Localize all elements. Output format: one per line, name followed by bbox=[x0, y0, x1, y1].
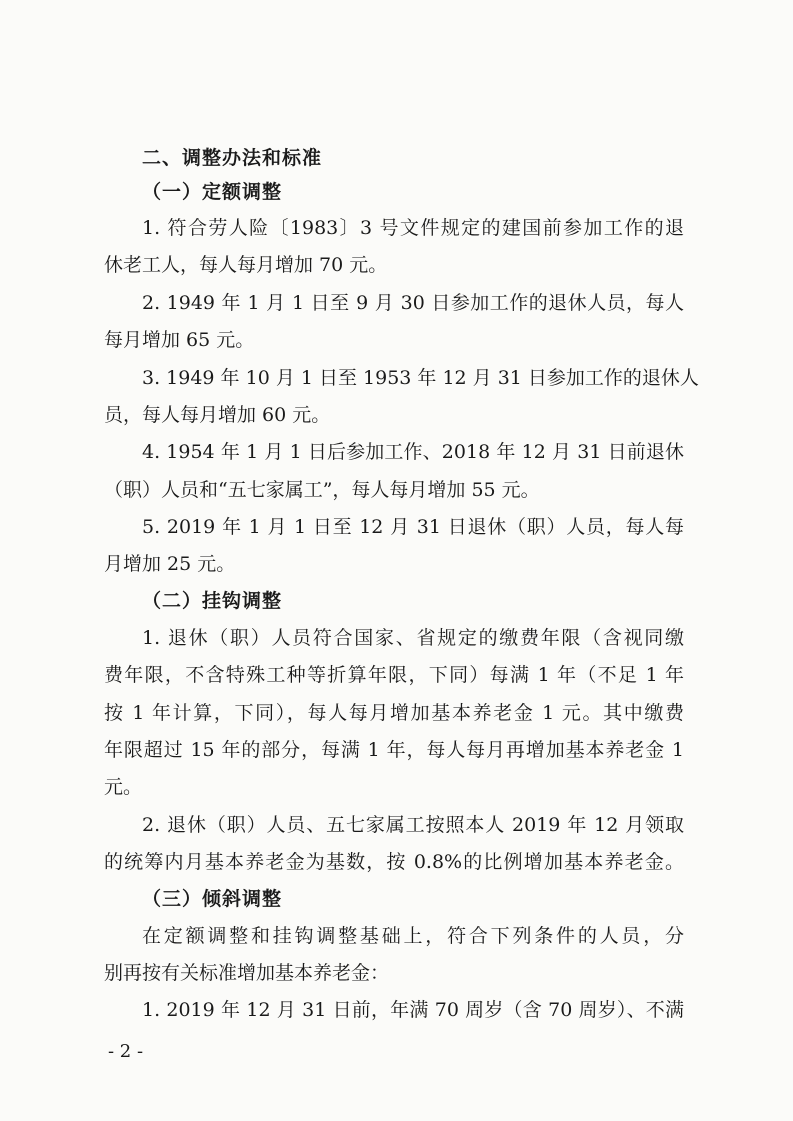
paragraph-line: 员，每人每月增加 60 元。 bbox=[104, 404, 331, 426]
paragraph-line: 2. 1949 年 1 月 1 日至 9 月 30 日参加工作的退休人员，每人 bbox=[142, 292, 684, 314]
paragraph-line: 的统筹内月基本养老金为基数，按 0.8%的比例增加基本养老金。 bbox=[104, 851, 684, 873]
subsection-heading-tilted: （三）倾斜调整 bbox=[142, 888, 283, 910]
paragraph-line: （职）人员和“五七家属工”，每人每月增加 55 元。 bbox=[104, 479, 540, 501]
page-number: - 2 - bbox=[108, 1041, 144, 1062]
paragraph-line: 费年限，不含特殊工种等折算年限，下同）每满 1 年（不足 1 年 bbox=[104, 664, 684, 686]
paragraph-line: 4. 1954 年 1 月 1 日后参加工作、2018 年 12 月 31 日前退休 bbox=[142, 441, 684, 463]
paragraph-line: 每月增加 65 元。 bbox=[104, 329, 255, 351]
subsection-heading-fixed: （一）定额调整 bbox=[142, 181, 283, 203]
paragraph-line: 在定额调整和挂钩调整基础上，符合下列条件的人员，分 bbox=[142, 925, 684, 947]
paragraph-line: 月增加 25 元。 bbox=[104, 553, 236, 575]
subsection-heading-linked: （二）挂钩调整 bbox=[142, 590, 283, 612]
paragraph-line: 年限超过 15 年的部分，每满 1 年，每人每月再增加基本养老金 1 bbox=[104, 739, 684, 761]
paragraph-line: 1. 退休（职）人员符合国家、省规定的缴费年限（含视同缴 bbox=[142, 627, 684, 649]
paragraph-line: 元。 bbox=[104, 776, 143, 798]
paragraph-line: 休老工人，每人每月增加 70 元。 bbox=[104, 254, 388, 276]
paragraph-line: 1. 2019 年 12 月 31 日前，年满 70 周岁（含 70 周岁）、不满 bbox=[142, 999, 684, 1021]
paragraph-line: 2. 退休（职）人员、五七家属工按照本人 2019 年 12 月领取 bbox=[142, 814, 684, 836]
paragraph-line: 3. 1949 年 10 月 1 日至 1953 年 12 月 31 日参加工作的退休人 bbox=[142, 367, 699, 389]
paragraph-line: 1. 符合劳人险〔1983〕3 号文件规定的建国前参加工作的退 bbox=[142, 217, 684, 239]
paragraph-line: 5. 2019 年 1 月 1 日至 12 月 31 日退休（职）人员，每人每 bbox=[142, 516, 684, 538]
paragraph-line: 按 1 年计算，下同），每人每月增加基本养老金 1 元。其中缴费 bbox=[104, 702, 684, 724]
paragraph-line: 别再按有关标准增加基本养老金： bbox=[104, 962, 390, 984]
section-heading: 二、调整办法和标准 bbox=[142, 147, 323, 169]
